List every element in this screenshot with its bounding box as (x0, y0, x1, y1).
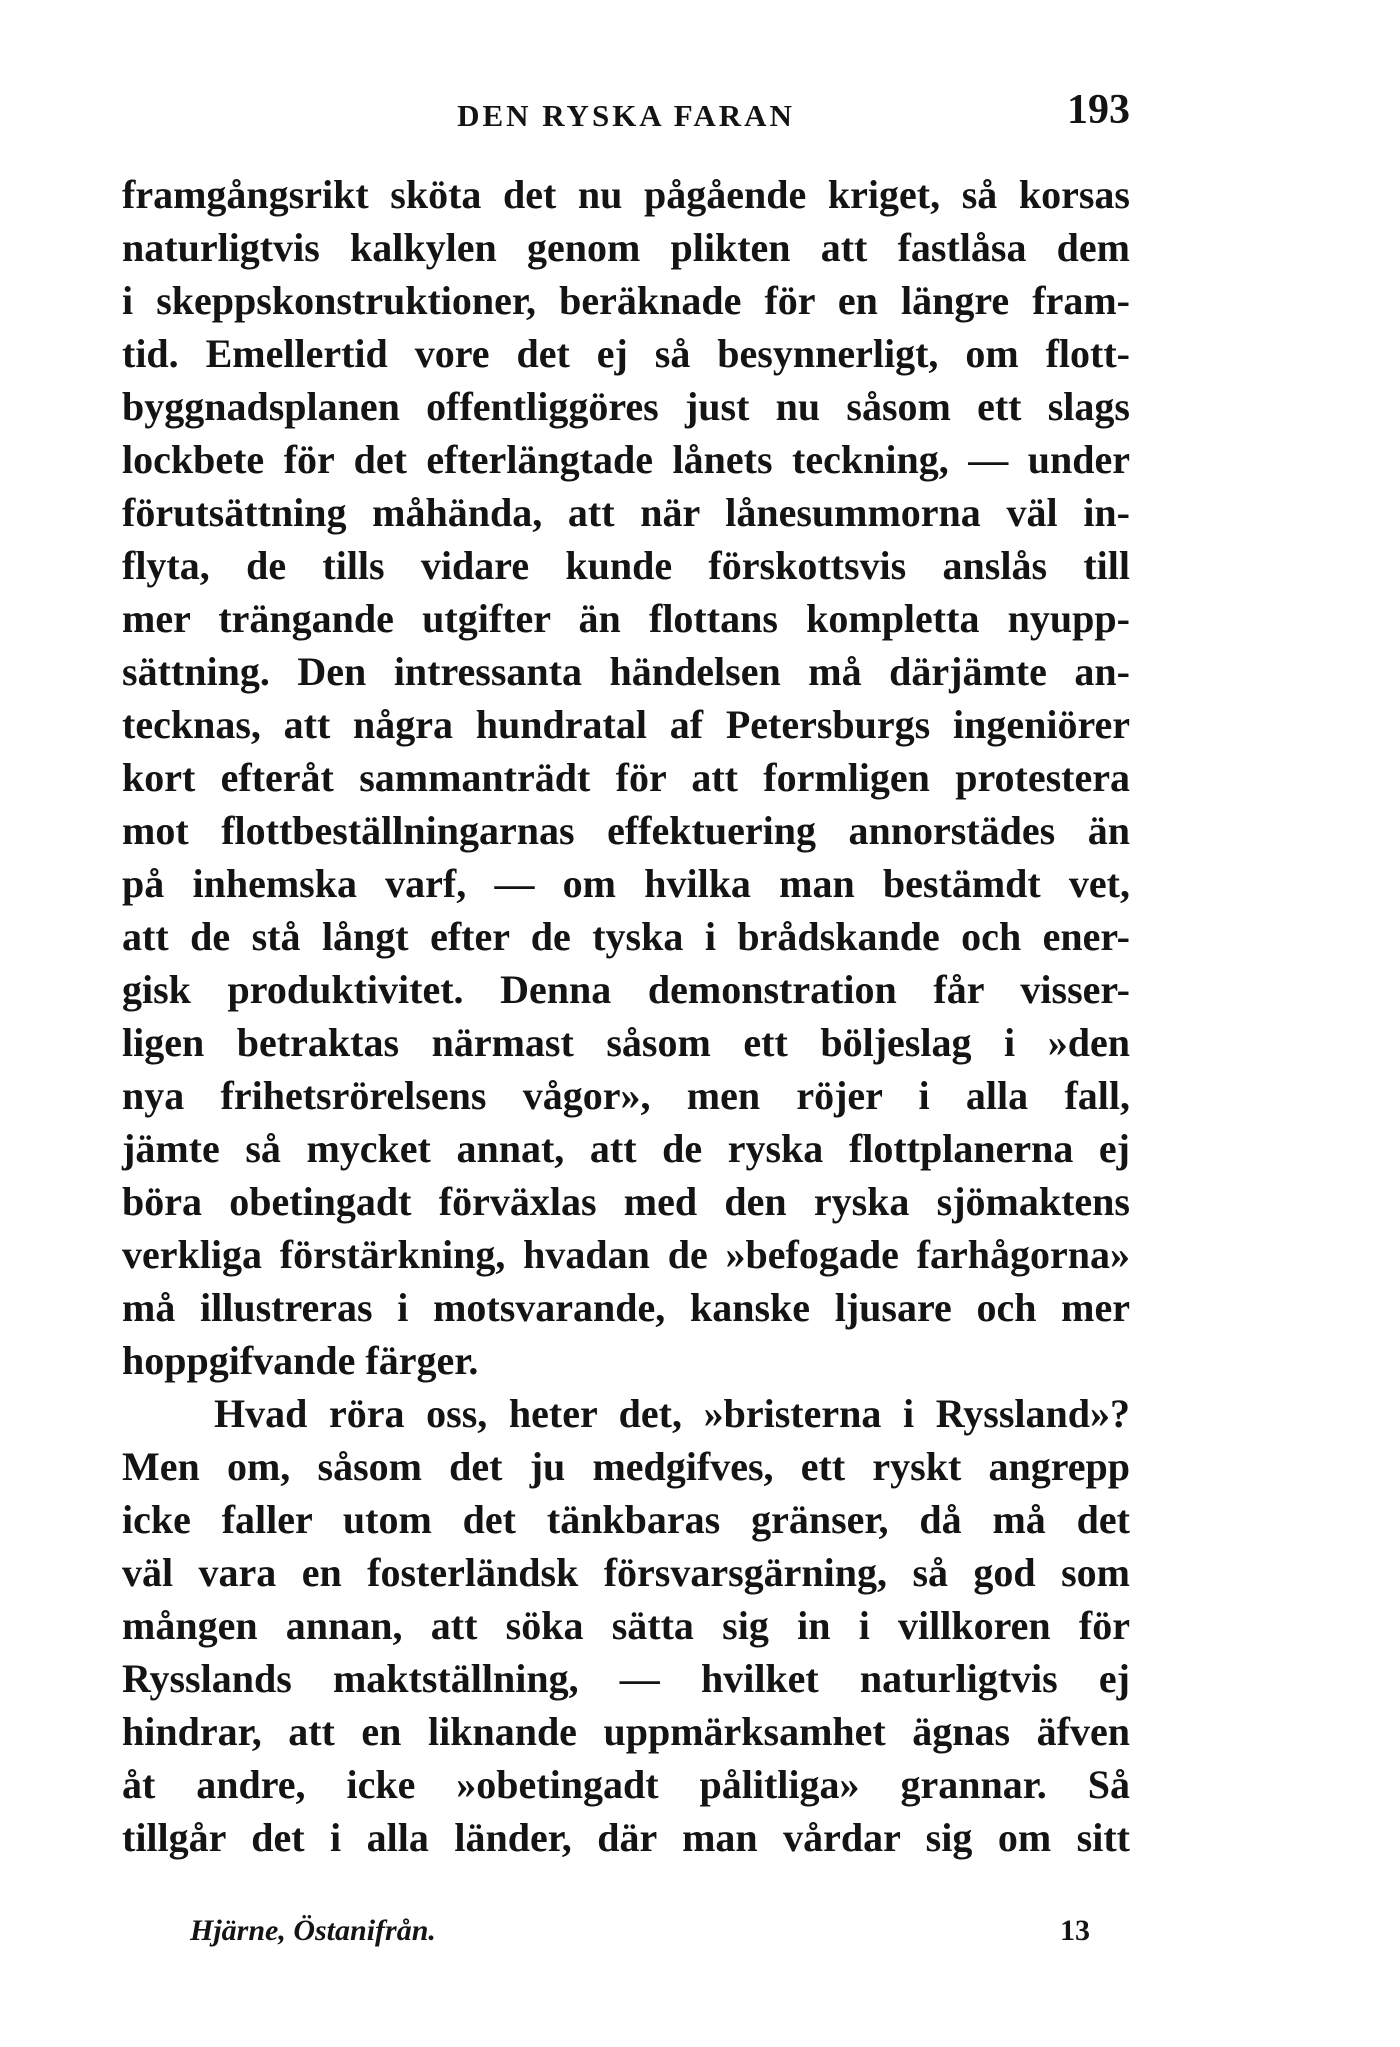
page-header (122, 86, 1130, 142)
text-line: lockbete för det efterlängtade lånets teckning, — under (122, 437, 1130, 482)
paragraph-first-line: Hvad röra oss, heter det, »bristerna i Ryssland»? (214, 1391, 1130, 1436)
text-line: hindrar, att en liknande uppmärksamhet ägnas äfven (122, 1709, 1130, 1754)
text-line: mången annan, att söka sätta sig in i villkoren för (122, 1603, 1130, 1648)
text-line: gisk produktivitet. Denna demonstration får visser- (122, 967, 1130, 1012)
text-line: flyta, de tills vidare kunde förskottsvis anslås till (122, 543, 1130, 588)
page-footer (190, 1914, 1090, 1954)
text-line: böra obetingadt förväxlas med den ryska sjömaktens (122, 1179, 1130, 1224)
text-line: väl vara en fosterländsk försvarsgärning, så god som (122, 1550, 1130, 1595)
text-line: icke faller utom det tänkbaras gränser, då må det (122, 1497, 1130, 1542)
text-line: Men om, såsom det ju medgifves, ett ryskt angrepp (122, 1444, 1130, 1489)
text-line: mer trängande utgifter än flottans kompletta nyupp- (122, 596, 1130, 641)
text-line: nya frihetsrörelsens vågor», men röjer i alla fall, (122, 1073, 1130, 1118)
text-line: ligen betraktas närmast såsom ett böljeslag i »den (122, 1020, 1130, 1065)
text-line: Rysslands maktställning, — hvilket naturligtvis ej (122, 1656, 1130, 1701)
signature-mark: Hjärne, Östanifrån. (190, 1914, 436, 1947)
signature-number: 13 (1060, 1914, 1090, 1947)
text-line: sättning. Den intressanta händelsen må därjämte an- (122, 649, 1130, 694)
page-number: 193 (1067, 87, 1130, 133)
running-title: DEN RYSKA FARAN (457, 98, 795, 133)
text-line: tecknas, att några hundratal af Petersburgs ingeniörer (122, 702, 1130, 747)
text-line: jämte så mycket annat, att de ryska flottplanerna ej (122, 1126, 1130, 1171)
text-line: kort efteråt sammanträdt för att formligen protestera (122, 755, 1130, 800)
text-line: tillgår det i alla länder, där man vårdar sig om sitt (122, 1815, 1130, 1860)
text-line: förutsättning måhända, att när lånesummorna väl in- (122, 490, 1130, 535)
text-line: mot flottbeställningarnas effektuering annorstädes än (122, 808, 1130, 853)
text-line: verkliga förstärkning, hvadan de »befogade farhågorna» (122, 1232, 1130, 1277)
text-line: åt andre, icke »obetingadt pålitliga» grannar. Så (122, 1762, 1130, 1807)
text-line: byggnadsplanen offentliggöres just nu såsom ett slags (122, 384, 1130, 429)
text-line: att de stå långt efter de tyska i brådskande och ener- (122, 914, 1130, 959)
text-line: på inhemska varf, — om hvilka man bestämdt vet, (122, 861, 1130, 906)
text-line: i skeppskonstruktioner, beräknade för en längre fram- (122, 278, 1130, 323)
paragraph-end-line: hoppgifvande färger. (122, 1338, 479, 1383)
text-line: framgångsrikt sköta det nu pågående kriget, så korsas (122, 172, 1130, 217)
text-line: tid. Emellertid vore det ej så besynnerligt, om flott- (122, 331, 1130, 376)
text-line: naturligtvis kalkylen genom plikten att fastlåsa dem (122, 225, 1130, 270)
body-text (122, 168, 1130, 1864)
text-line: må illustreras i motsvarande, kanske ljusare och mer (122, 1285, 1130, 1330)
